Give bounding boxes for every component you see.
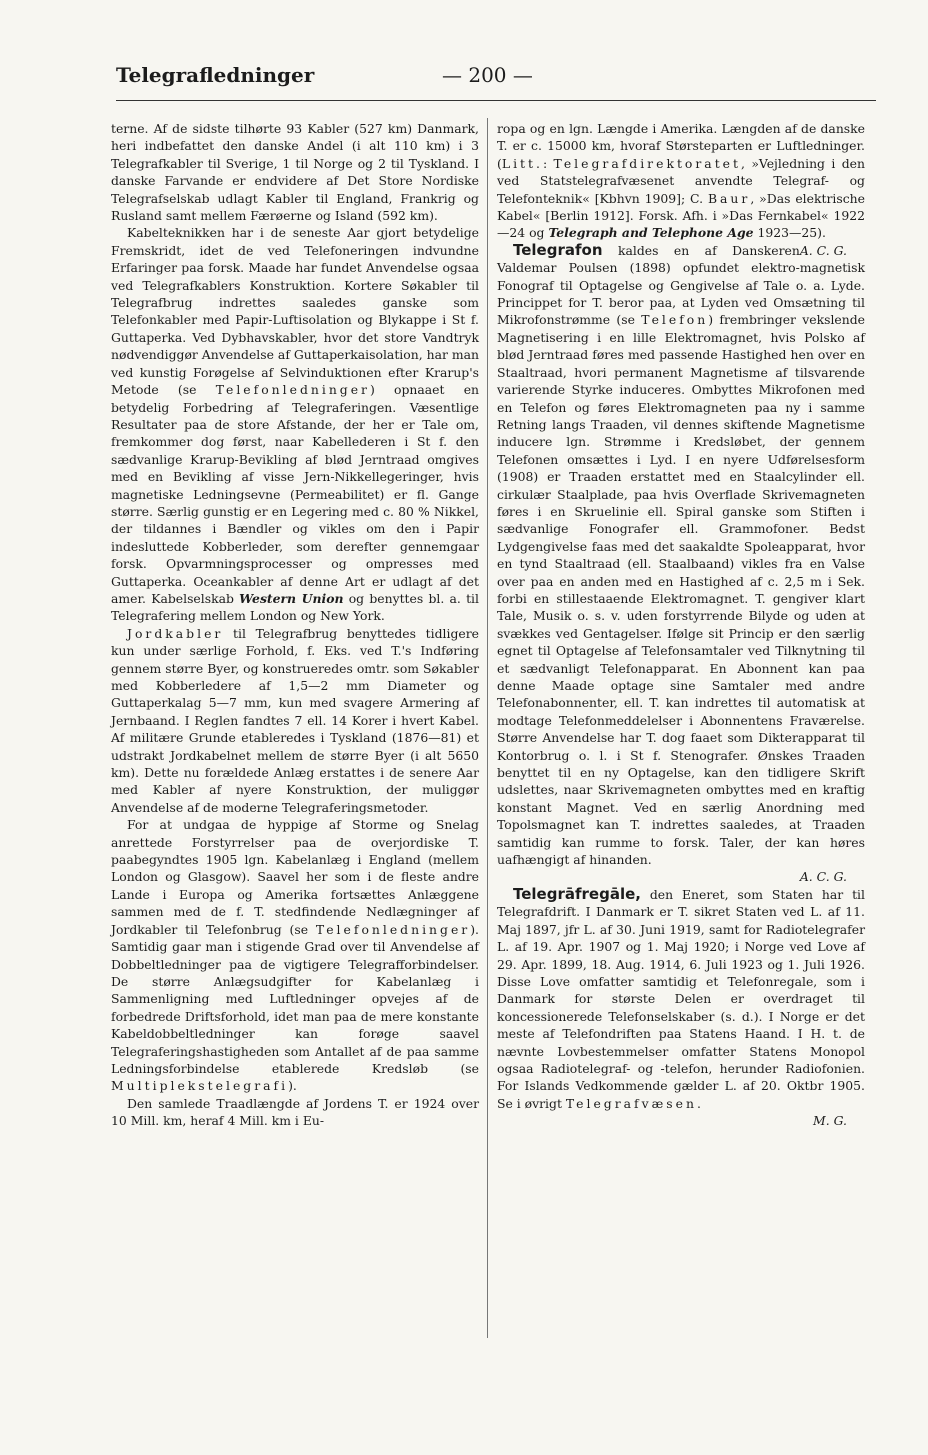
header-rule xyxy=(116,100,876,101)
cross-reference: Telegrafvæsen xyxy=(565,1095,697,1111)
page-number: — 200 — xyxy=(442,63,533,87)
paragraph: Den samlede Traadlængde af Jordens T. er 1924 over 10 Mill. km, heraf 4 Mill. km i Eu- xyxy=(111,1095,479,1129)
company-name: Western Union xyxy=(239,590,344,606)
author-name: Baur xyxy=(707,190,751,206)
literature-label: Litt. xyxy=(501,155,543,171)
running-title: Telegrafledninger xyxy=(116,63,315,87)
emphasized-term: Jordkabler xyxy=(127,625,224,641)
cross-reference: Telefonledninger xyxy=(315,921,471,937)
author-name: Telegrafdirektoratet xyxy=(553,155,741,171)
paragraph: For at undgaa de hyppige af Storme og Snelag anrettede Forstyrrelser paa de overjordiske T. paabegyndtes 1905 lgn. Kabelanlæg i England (mellem London og Glasgow). Saavel her som i de fleste andre Lande i Europa og Amerika fortsættes Anlæggene sammen med de f. T. stedfindende Nedlægninger af Jordkabler til Telefonbrug (se Telefonledninger). Samtidig gaar man i stigende Grad over til Anvendelse af Dobbeltledninger paa de vigtigere Telegrafforbindelser. De større Anlægsudgifter for Kabelanlæg i Sammenligning med Luftledninger opvejes af de forbedrede Driftsforhold, idet man paa de mere konstante Kabeldobbeltledninger kan forøge saavel Telegraferingshastigheden som Antallet af de paa samme Ledningsforbindelse etablerede Kredsløb (se Multiplekstelegrafi). xyxy=(111,817,479,1094)
author-signature: M. G. xyxy=(813,1113,847,1129)
author-signature: A. C. G. xyxy=(799,242,847,258)
paragraph: ropa og en lgn. Længde i Amerika. Længden af de danske T. er c. 15000 km, hvoraf Størsteparten er Luftledninger. (Litt.: Telegrafdirektoratet, »Vejledning i den ved Statstelegrafvæsenet anvendte Telegraf- og Telefonteknik« [Kbhvn 1909]; C. Baur, »Das elektrische Kabel« [Berlin 1912]. Forsk. Afh. i »Das Fernkabel« 1922—24 og Telegraph and Telephone Age 1923—25). A. C. G. xyxy=(497,121,865,258)
paragraph: terne. Af de sidste tilhørte 93 Kabler (527 km) Danmark, heri indbefattet den danske Andel (i alt 110 km) i 3 Telegrafkabler til Sverige, 1 til Norge og 2 til Tyskland. I danske Farvande er endvidere af Det Store Nordiske Telegrafselskab udlagt Kabler til England, Frankrig og Rusland samt mellem Færøerne og Island (592 km). xyxy=(111,121,479,224)
headword: Telegrāfregāle, xyxy=(513,884,641,903)
right-column xyxy=(497,120,865,1130)
entry-telegrafregale: Telegrāfregāle, den Eneret, som Staten har til Telegrafdrift. I Danmark er T. sikret Staten ved L. af 11. Maj 1897, jfr L. af 30. Juni 1919, samt for Radiotelegrafer L. af 19. Apr. 1907 og 1. Maj 1920; i Norge ved Love af 29. Apr. 1899, 18. Aug. 1914, 6. Juli 1923 og 1. Juli 1926. Disse Love omfatter samtidig et Telefonregale, som i Danmark for største Delen er overdraget til koncessionerede Telefonselskaber (s. d.). I Norge er det meste af Telefondriften paa Statens Haand. I H. t. de nævnte Lovbestemmelser omfatter Statens Monopol ogsaa Radiotelegraf- og -telefon, herunder Radiofonien. For Islands Vedkommende gælder L. af 20. Oktbr 1905. Se i øvrigt Telegrafvæsen. xyxy=(497,884,865,1111)
cross-reference: Telefonledninger xyxy=(215,382,370,398)
left-column xyxy=(111,120,479,1130)
journal-title: Telegraph and Telephone Age xyxy=(548,225,754,241)
page-header xyxy=(116,63,874,93)
cross-reference: Multiplekstelegrafi xyxy=(111,1078,289,1094)
cross-reference: Telefon xyxy=(641,312,709,328)
headword: Telegrafon xyxy=(513,240,603,259)
paragraph: Kabelteknikken har i de seneste Aar gjort betydelige Fremskridt, idet de ved Telefoneringen indvundne Erfaringer paa forsk. Maade har fundet Anvendelse ogsaa ved Telegrafkablers Konstruktion. Kortere Søkabler til Telegrafbrug indrettes saaledes ganske som Telefonkabler med Papir-Luftisolation og Blykappe i St f. Guttaperka. Ved Dybhavskabler, hvor det store Vandtryk nødvendiggør Anvendelse af Guttaperkaisolation, har man ved kunstig Forøgelse af Selvinduktionen efter Krarup's Metode (se Telefonledninger) opnaaet en betydelig Forbedring af Telegraferingen. Væsentlige Resultater paa de store Afstande, der her er Tale om, fremkommer dog først, naar Kabellederen i St f. den sædvanlige Krarup-Bevikling af blød Jerntraad omgives med en Bevikling af visse Jern-Nikkellegeringer, hvis magnetiske Ledningsevne (Permeabilitet) er fl. Gange større. Særlig gunstig er en Legering med c. 80 % Nikkel, der tildannes i Bændler og vikles om den i Papir indesluttede Kobberleder, som derefter gennemgaar forsk. Opvarmningsprocesser og ompresses med Guttaperka. Oceankabler af denne Art er udlagt af det amer. Kabelselskab Western Union og benyttes bl. a. til Telegrafering mellem London og New York. xyxy=(111,225,480,624)
paragraph: Jordkabler til Telegrafbrug benyttedes tidligere kun under særlige Forhold, f. Eks. ved T.'s Indføring gennem større Byer, og konstrueredes omtr. som Søkabler med Kobberledere af 1,5—2 mm Diameter og Guttaperkalag 5—7 mm, kun med svagere Armering af Jernbaand. I Reglen fandtes 7 ell. 14 Korer i hvert Kabel. Af militære Grunde etableredes i Tyskland (1876—81) et udstrakt Jordkabelnet mellem de større Byer (i alt 5650 km). Dette nu forældede Anlæg erstattes i de senere Aar med Kabler af nyere Konstruktion, der muliggør Anvendelse af de moderne Telegraferingsmetoder. xyxy=(111,625,479,815)
author-signature: A. C. G. xyxy=(799,869,847,885)
entry-telegrafon: Telegrafon kaldes en af Danskeren Valdemar Poulsen (1898) opfundet elektro-magnetisk Fonograf til Optagelse og Gengivelse af Tale o. a. Lyde. Princippet for T. beror paa, at Lyden ved Omsætning til Mikrofonstrømme (se Telefon) frembringer vekslende Magnetisering i en lille Elektromagnet, hvis Polsko af blød Jerntraad føres med passende Hastighed hen over en Staaltraad, hvori permanent Magnetisme af tilsvarende varierende Styrke induceres. Ombyttes Mikrofonen med en Telefon og føres Elektromagneten paa ny i samme Retning langs Traaden, vil dennes skiftende Magnetisme inducere lgn. Strømme i Kredsløbet, der gennem Telefonen omsættes i Lyd. I en nyere Udførelsesform (1908) er Traaden erstattet med en Staalcylinder ell. cirkulær Staalplade, paa hvis Overflade Skrivemagneten føres i en Skruelinie ell. Spiral ganske som Stiften i sædvanlige Fonografer ell. Grammofoner. Bedst Lydgengivelse faas med det saakaldte Spoleapparat, hvor en tynd Staaltraad (ell. Staalbaand) vikles fra en Valse over paa en anden med en Hastighed af c. 2,5 m i Sek. forbi en stillestaaende Elektromagnet. T. gengiver klart Tale, Musik o. s. v. uden forstyrrende Bilyde og uden at svækkes ved Gentagelser. Ifølge sit Princip er den særlig egnet til Optagelse af Telefonsamtaler ved Tilknytning til et sædvanligt Telefonapparat. En Abonnent kan paa denne Maade optage sine Samtaler med andre Telefonabonnenter, ell. T. kan indrettes til automatisk at modtage Telefonmeddelelser i Abonnentens Fraværelse. Større Anvendelse har T. dog faaet som Dikterapparat til Kontorbrug o. l. i St f. Stenografer. Ønskes Traaden benyttet til en ny Optagelse, kan den tidligere Skrift udslettes, naar Skrivemagneten ombyttes med en kraftig konstant Magnet. Ved en særlig Anordning med Topolsmagnet kan T. indrettes saaledes, at Traaden samtidig kan rumme to forsk. Taler, der kan høres uafhængigt af hinanden. xyxy=(497,240,865,868)
column-divider xyxy=(487,118,488,1338)
